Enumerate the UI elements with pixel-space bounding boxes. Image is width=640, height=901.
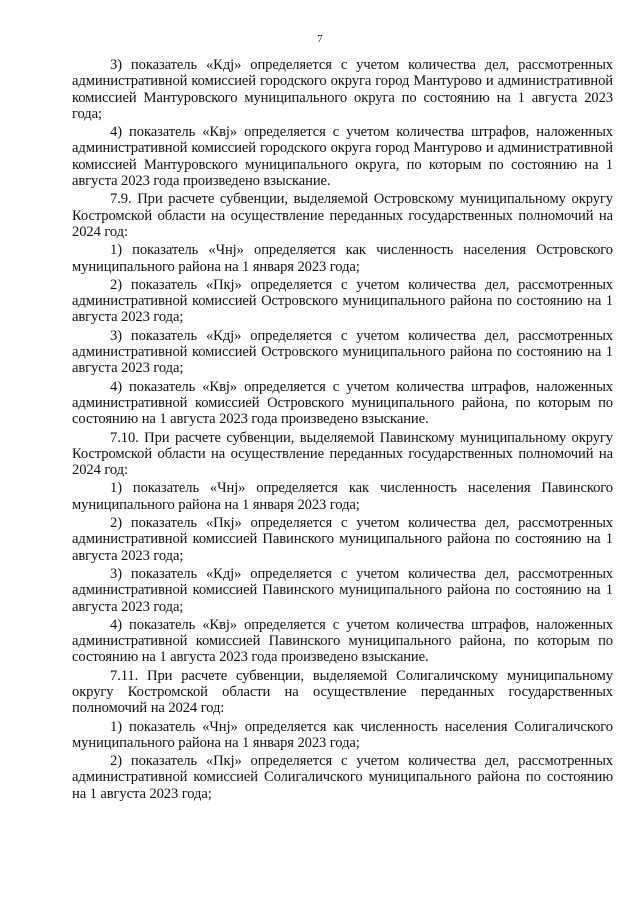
page-number: 7 [317, 33, 323, 45]
paragraph-7-10-heading: 7.10. При расчете субвенции, выделяемой Павинскому муниципальному округу Костромской области на осуществление переданных государственных полномочий на 2024 год: [72, 429, 613, 479]
paragraph-7-11-heading: 7.11. При расчете субвенции, выделяемой Солигаличскому муниципальному округу Костромской области на осуществление переданных государственных полномочий на 2024 год: [72, 667, 613, 717]
document-body [72, 57, 613, 804]
paragraph-7-10-item-1: 1) показатель «Чнj» определяется как численность населения Павинского муниципального района на 1 января 2023 года; [72, 480, 613, 513]
paragraph-7-9-item-2: 2) показатель «Пкj» определяется с учетом количества дел, рассмотренных административной комиссией Островского муниципального района по состоянию на 1 августа 2023 года; [72, 276, 613, 326]
paragraph-7-10-item-4: 4) показатель «Квj» определяется с учетом количества штрафов, наложенных административной комиссией Павинского муниципального района, по которым по состоянию на 1 августа 2023 года произведено взыскание. [72, 616, 613, 666]
paragraph-7-9-item-1: 1) показатель «Чнj» определяется как численность населения Островского муниципального района на 1 января 2023 года; [72, 242, 613, 275]
paragraph-7-11-item-2: 2) показатель «Пкj» определяется с учетом количества дел, рассмотренных административной комиссией Солигаличского муниципального района по состоянию на 1 августа 2023 года; [72, 753, 613, 802]
paragraph-7-9-heading: 7.9. При расчете субвенции, выделяемой Островскому муниципальному округу Костромской области на осуществление переданных государственных полномочий на 2024 год: [72, 191, 613, 240]
paragraph-7-10-item-2: 2) показатель «Пкj» определяется с учетом количества дел, рассмотренных административной комиссией Павинского муниципального района по состоянию на 1 августа 2023 года; [72, 515, 613, 564]
paragraph-7-10-item-3: 3) показатель «Кдj» определяется с учетом количества дел, рассмотренных административной комиссией Павинского муниципального района по состоянию на 1 августа 2023 года; [72, 565, 613, 615]
paragraph-7-9-item-3: 3) показатель «Кдj» определяется с учетом количества дел, рассмотренных административной комиссией Островского муниципального района по состоянию на 1 августа 2023 года; [72, 327, 613, 377]
paragraph-7-8-item-3: 3) показатель «Кдj» определяется с учетом количества дел, рассмотренных административной комиссией городского округа город Мантурово и административной комиссией Мантуровского муниципального округа по состоянию на 1 августа 2023 года; [72, 57, 613, 122]
paragraph-7-9-item-4: 4) показатель «Квj» определяется с учетом количества штрафов, наложенных административной комиссией Островского муниципального района, по которым по состоянию на 1 августа 2023 года произведено взыскание. [72, 378, 613, 428]
paragraph-7-8-item-4: 4) показатель «Квj» определяется с учетом количества штрафов, наложенных административной комиссией городского округа город Мантурово и административной комиссией Мантуровского муниципального округа, по которым по состоянию на 1 августа 2023 года произведено взыскание. [72, 124, 613, 190]
paragraph-7-11-item-1: 1) показатель «Чнj» определяется как численность населения Солигаличского муниципального района на 1 января 2023 года; [72, 718, 613, 751]
